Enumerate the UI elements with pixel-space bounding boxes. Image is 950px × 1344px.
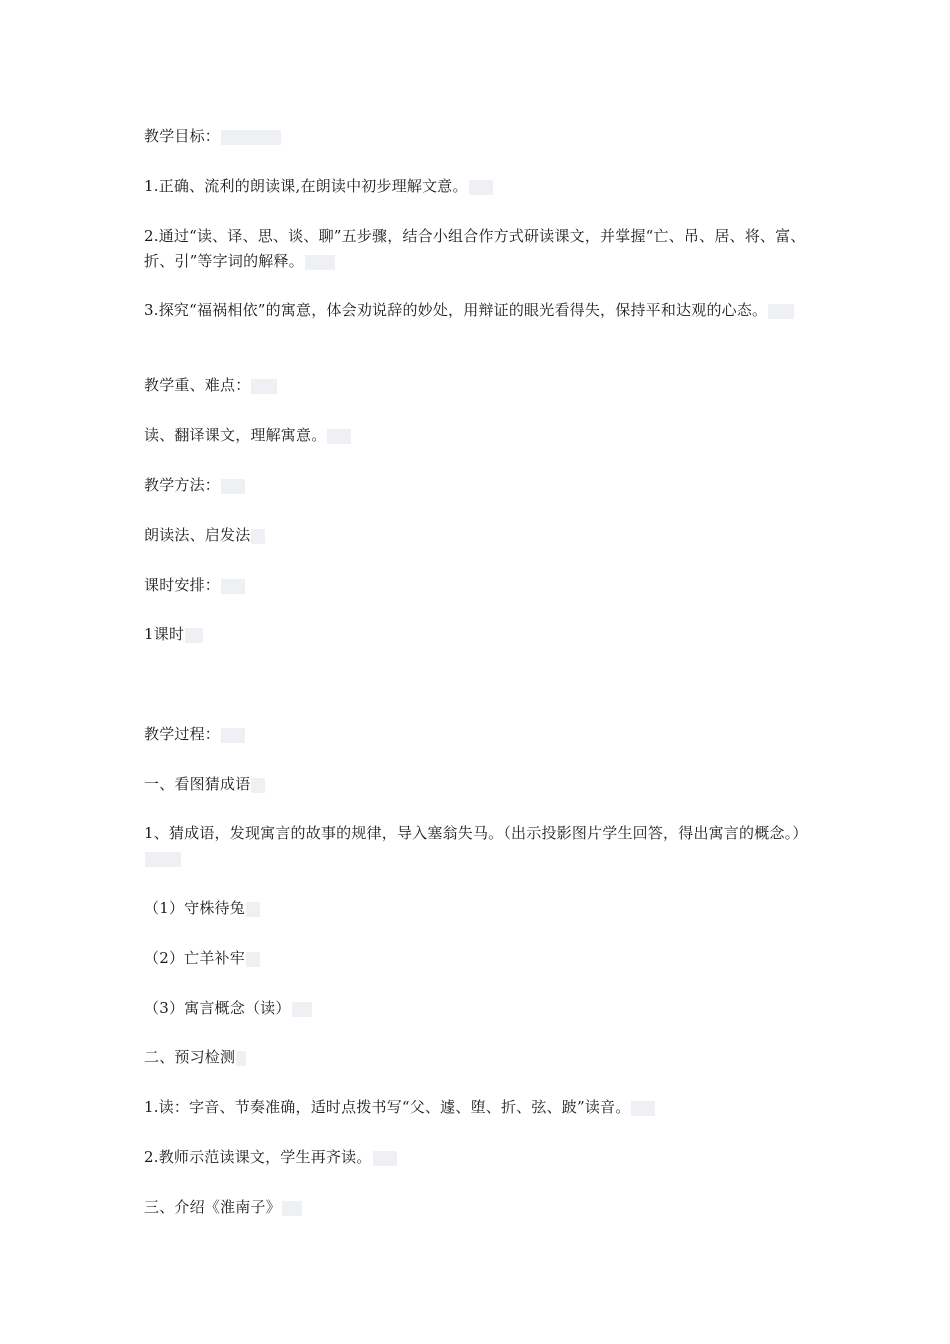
goal-2: 2.通过“读、译、思、谈、聊”五步骤，结合小组合作方式研读课文，并掌握“亡、吊、居、将、富、折、引”等字词的解释。 [144,227,806,270]
idiom-2: （2）亡羊补牢 [144,946,814,971]
class-schedule-text: 1课时 [144,622,814,647]
heading-key-points: 教学重、难点： [144,373,814,398]
key-points-text: 读、翻译课文，理解寓意。 [144,423,814,448]
section-1-item-1: 1、猜成语，发现寓言的故事的规律，导入塞翁失马。（出示投影图片学生回答，得出寓言的概念。） [144,821,814,871]
goal-1: 1.正确、流利的朗读课,在朗读中初步理解文意。 [144,174,814,199]
section-3-heading: 三、介绍《淮南子》 [144,1195,814,1220]
heading-teaching-method: 教学方法： [144,473,814,498]
section-1-heading: 一、看图猜成语 [144,772,814,797]
section-2-heading: 二、预习检测 [144,1045,814,1070]
teaching-method-text: 朗读法、启发法 [144,523,814,548]
idiom-1: （1）守株待兔 [144,896,814,921]
section-2-item-1: 1.读：字音、节奏准确，适时点拨书写“父、遽、堕、折、弦、跛”读音。 [144,1095,814,1120]
fable-concept: （3）寓言概念（读） [144,996,814,1021]
section-2-item-2: 2.教师示范读课文，学生再齐读。 [144,1145,814,1170]
heading-class-schedule: 课时安排： [144,573,814,598]
goal-3: 3.探究“福祸相依”的寓意，体会劝说辞的妙处，用辩证的眼光看得失，保持平和达观的心态。 [144,298,814,323]
heading-teaching-goals: 教学目标： [144,124,814,149]
heading-teaching-process: 教学过程： [144,722,814,747]
